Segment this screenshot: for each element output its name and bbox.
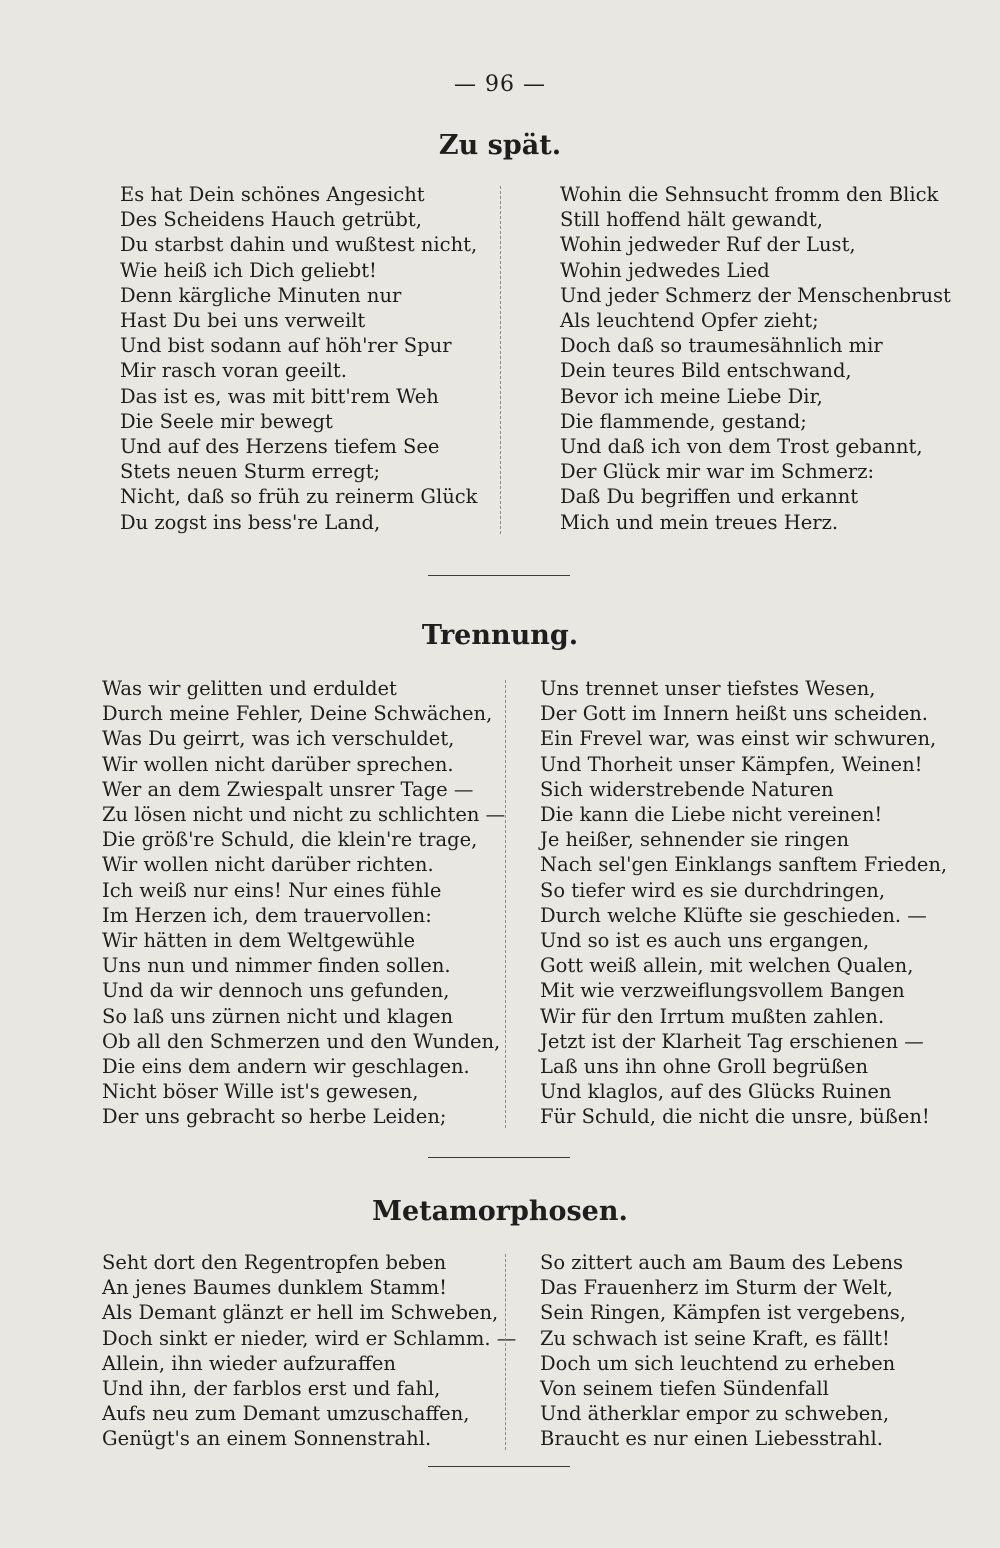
- poem-line: Mich und mein treues Herz.: [560, 510, 839, 534]
- poem-line: Uns trennet unser tiefstes Wesen,: [540, 677, 876, 700]
- column-separator: [500, 186, 501, 534]
- section-rule: [428, 1157, 570, 1158]
- poem-line: Dein teures Bild entschwand,: [560, 359, 852, 383]
- poem-line: Bevor ich meine Liebe Dir,: [560, 384, 823, 408]
- poem-line: Ich weiß nur eins! Nur eines fühle: [102, 878, 442, 902]
- poem-line: Seht dort den Regentropfen beben: [102, 1251, 447, 1274]
- poem-line: Gott weiß allein, mit welchen Qualen,: [540, 954, 914, 978]
- poem-line: Und da wir dennoch uns gefunden,: [102, 979, 450, 1003]
- poem-line: Mir rasch voran geeilt.: [120, 359, 347, 383]
- poem-line: So laß uns zürnen nicht und klagen: [102, 1004, 454, 1028]
- poem-line: Und jeder Schmerz der Menschenbrust: [560, 283, 951, 307]
- poem-line: Als leuchtend Opfer zieht;: [560, 309, 819, 333]
- poem-line: Je heißer, sehnender sie ringen: [540, 828, 850, 852]
- poem-line: Es hat Dein schönes Angesicht: [120, 183, 425, 206]
- poem-line: Und bist sodann auf höh'rer Spur: [120, 334, 452, 358]
- poem-line: So zittert auch am Baum des Lebens: [540, 1251, 904, 1274]
- poem-line: Was wir gelitten und erduldet: [102, 677, 397, 700]
- poem-line: Nach sel'gen Einklangs sanftem Frieden,: [540, 853, 948, 877]
- poem-line: Die Seele mir bewegt: [120, 409, 333, 433]
- poem-line: Nicht böser Wille ist's gewesen,: [102, 1080, 419, 1104]
- poem-line: Die eins dem andern wir geschlagen.: [102, 1055, 470, 1079]
- poem-line: Wie heiß ich Dich geliebt!: [120, 258, 377, 282]
- poem-right-column: [540, 676, 947, 1130]
- poem-line: Durch welche Klüfte sie geschieden. —: [540, 903, 927, 927]
- poem-line: Wir wollen nicht darüber sprechen.: [102, 752, 454, 776]
- poem-line: Zu lösen nicht und nicht zu schlichten —: [102, 803, 506, 827]
- poem-line: Ein Frevel war, was einst wir schwuren,: [540, 727, 937, 751]
- poem-line: Still hoffend hält gewandt,: [560, 208, 823, 232]
- poem-line: Doch um sich leuchtend zu erheben: [540, 1351, 896, 1375]
- poem-line: Stets neuen Sturm erregt;: [120, 460, 381, 484]
- poem-line: So tiefer wird es sie durchdringen,: [540, 878, 886, 902]
- poem-line: Von seinem tiefen Sündenfall: [540, 1377, 829, 1401]
- poem-line: Als Demant glänzt er hell im Schweben,: [102, 1301, 499, 1325]
- poem-title-zu-spaet: Zu spät.: [438, 130, 562, 161]
- section-rule: [428, 1466, 570, 1467]
- poem-title-trennung: Trennung.: [421, 620, 579, 651]
- poem-line: Nicht, daß so früh zu reinerm Glück: [120, 485, 478, 509]
- poem-line: Im Herzen ich, dem trauervollen:: [102, 903, 432, 927]
- poem-line: Aufs neu zum Demant umzuschaffen,: [102, 1402, 470, 1426]
- poem-line: Uns nun und nimmer finden sollen.: [102, 954, 451, 978]
- column-separator: [505, 680, 506, 1128]
- poem-line: Und Thorheit unser Kämpfen, Weinen!: [540, 752, 923, 776]
- poem-right-column: [540, 1250, 906, 1452]
- poem-line: Wohin jedwedes Lied: [560, 258, 770, 282]
- poem-line: Sich widerstrebende Naturen: [540, 777, 834, 801]
- poem-line: Daß Du begriffen und erkannt: [560, 485, 859, 509]
- poem-line: Doch daß so traumesähnlich mir: [560, 334, 883, 358]
- poem-left-column: [102, 1250, 516, 1452]
- poem-line: Wir für den Irrtum mußten zahlen.: [540, 1004, 885, 1028]
- poem-line: Ob all den Schmerzen und den Wunden,: [102, 1029, 501, 1053]
- poem-line: Des Scheidens Hauch getrübt,: [120, 208, 422, 232]
- poem-line: Und so ist es auch uns ergangen,: [540, 929, 870, 953]
- poem-line: Mit wie verzweiflungsvollem Bangen: [540, 979, 905, 1003]
- poem-line: Die größ're Schuld, die klein're trage,: [102, 828, 478, 852]
- poem-line: Genügt's an einem Sonnenstrahl.: [102, 1427, 432, 1451]
- poem-line: Braucht es nur einen Liebesstrahl.: [540, 1427, 883, 1451]
- poem-line: Und auf des Herzens tiefem See: [120, 435, 440, 459]
- section-rule: [428, 575, 570, 576]
- poem-line: Doch sinkt er nieder, wird er Schlamm. —: [102, 1326, 517, 1350]
- poem-line: Zu schwach ist seine Kraft, es fällt!: [540, 1326, 890, 1350]
- poem-line: Und klaglos, auf des Glücks Ruinen: [540, 1080, 892, 1104]
- poem-right-column: [560, 182, 951, 535]
- poem-left-column: [102, 676, 505, 1130]
- poem-line: Wohin die Sehnsucht fromm den Blick: [560, 183, 939, 206]
- poem-line: Und ätherklar empor zu schweben,: [540, 1402, 890, 1426]
- poem-line: Du zogst ins bess're Land,: [120, 510, 381, 534]
- poem-line: Hast Du bei uns verweilt: [120, 309, 366, 333]
- poem-line: Wir wollen nicht darüber richten.: [102, 853, 434, 877]
- poem-title-metamorphosen: Metamorphosen.: [372, 1196, 628, 1227]
- poem-line: Das ist es, was mit bitt'rem Weh: [120, 384, 439, 408]
- poem-line: Sein Ringen, Kämpfen ist vergebens,: [540, 1301, 906, 1325]
- poem-line: Du starbst dahin und wußtest nicht,: [120, 233, 478, 257]
- column-separator: [505, 1254, 506, 1450]
- poem-line: Der uns gebracht so herbe Leiden;: [102, 1105, 447, 1129]
- poem-line: Wer an dem Zwiespalt unsrer Tage —: [102, 777, 474, 801]
- poem-line: Allein, ihn wieder aufzuraffen: [102, 1351, 396, 1375]
- poem-line: Für Schuld, die nicht die unsre, büßen!: [540, 1105, 930, 1129]
- poem-left-column: [120, 182, 478, 535]
- poem-line: Und ihn, der farblos erst und fahl,: [102, 1377, 441, 1401]
- poem-line: Durch meine Fehler, Deine Schwächen,: [102, 702, 493, 726]
- poem-line: Der Gott im Innern heißt uns scheiden.: [540, 702, 929, 726]
- poem-line: Die kann die Liebe nicht vereinen!: [540, 803, 883, 827]
- poem-line: Denn kärgliche Minuten nur: [120, 283, 402, 307]
- poem-line: Wir hätten in dem Weltgewühle: [102, 929, 415, 953]
- poem-line: Das Frauenherz im Sturm der Welt,: [540, 1276, 893, 1300]
- poem-line: Wohin jedweder Ruf der Lust,: [560, 233, 856, 257]
- poem-line: Der Glück mir war im Schmerz:: [560, 460, 875, 484]
- poem-line: Laß uns ihn ohne Groll begrüßen: [540, 1055, 869, 1079]
- poem-line: Was Du geirrt, was ich verschuldet,: [102, 727, 455, 751]
- poem-line: An jenes Baumes dunklem Stamm!: [102, 1276, 448, 1300]
- poem-line: Und daß ich von dem Trost gebannt,: [560, 435, 923, 459]
- poem-line: Jetzt ist der Klarheit Tag erschienen —: [540, 1029, 924, 1053]
- page-number: — 96 —: [454, 72, 546, 97]
- poem-line: Die flammende, gestand;: [560, 409, 807, 433]
